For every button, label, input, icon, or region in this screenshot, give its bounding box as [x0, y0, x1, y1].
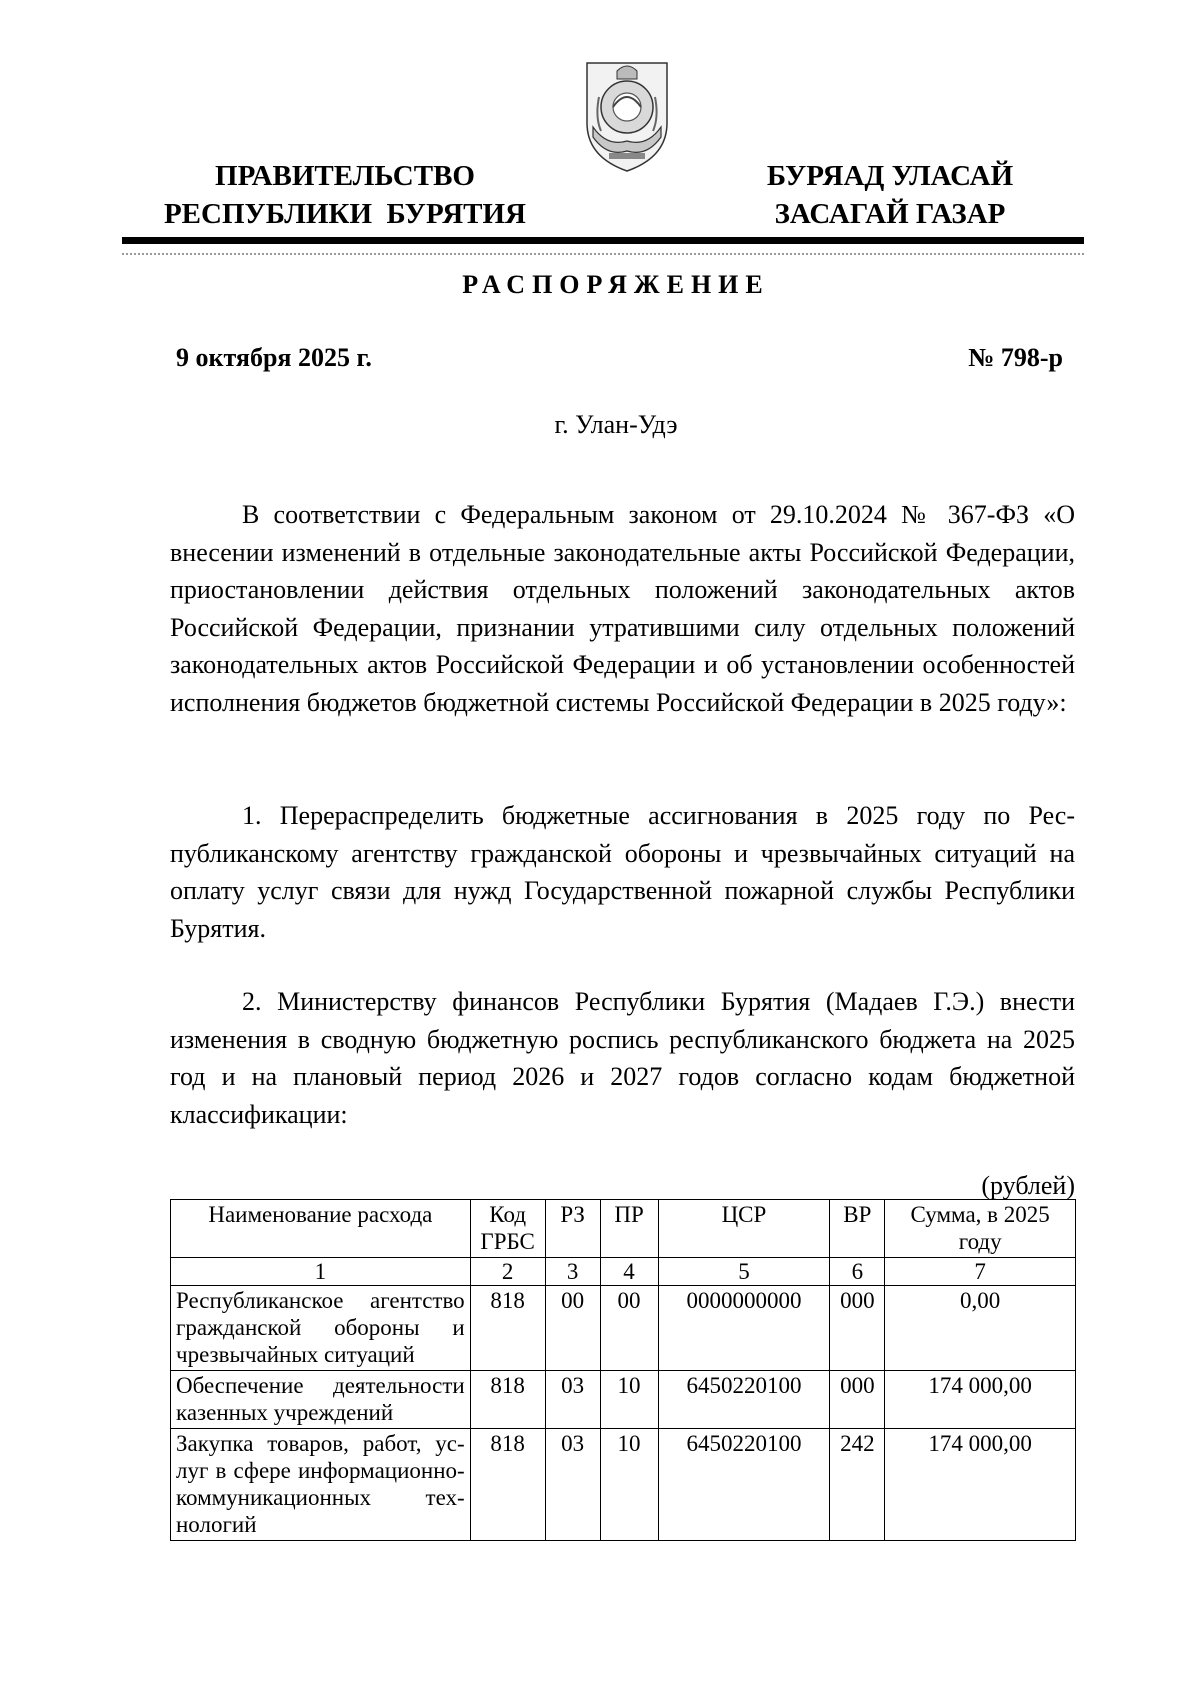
- index-cell: 2: [470, 1258, 545, 1286]
- index-cell: 7: [885, 1258, 1076, 1286]
- table-header-row: [171, 1200, 1076, 1258]
- table-index-row: [171, 1258, 1076, 1286]
- cell-pr: 00: [600, 1286, 658, 1371]
- index-cell: 5: [658, 1258, 830, 1286]
- header-cell-vr: ВР: [830, 1200, 885, 1258]
- org-name-line-1: ПРАВИТЕЛЬСТВО: [215, 160, 475, 192]
- index-cell: 1: [171, 1258, 471, 1286]
- document-date: 9 октября 2025 г.: [176, 343, 372, 372]
- header-cell-name: Наименование расхода: [171, 1200, 471, 1258]
- table-row: [171, 1371, 1076, 1429]
- cell-vr: 242: [830, 1429, 885, 1541]
- org-name-russian: [150, 157, 540, 233]
- header-cell-csr: ЦСР: [658, 1200, 830, 1258]
- cell-grbs: 818: [470, 1429, 545, 1541]
- coat-of-arms-icon: [583, 57, 671, 175]
- table-unit: (рублей): [981, 1171, 1075, 1200]
- cell-pr: 10: [600, 1429, 658, 1541]
- index-cell: 3: [545, 1258, 600, 1286]
- header-cell-sum: Сумма, в 2025 году: [885, 1200, 1076, 1258]
- header-cell-rz: РЗ: [545, 1200, 600, 1258]
- cell-sum: 0,00: [885, 1286, 1076, 1371]
- document-city: г. Улан-Удэ: [554, 410, 678, 439]
- table-row: [171, 1286, 1076, 1371]
- document-type: РАСПОРЯЖЕНИЕ: [462, 270, 770, 299]
- cell-sum: 174 000,00: [885, 1371, 1076, 1429]
- cell-rz: 03: [545, 1429, 600, 1541]
- header-cell-pr: ПР: [600, 1200, 658, 1258]
- header-divider-thin: [122, 253, 1084, 255]
- cell-rz: 00: [545, 1286, 600, 1371]
- header-cell-grbs: Код ГРБС: [470, 1200, 545, 1258]
- cell-grbs: 818: [470, 1286, 545, 1371]
- org-name-line-2: ЗАСАГАЙ ГАЗАР: [774, 198, 1006, 230]
- org-name-buryat: [730, 157, 1050, 233]
- cell-csr: 6450220100: [658, 1371, 830, 1429]
- cell-vr: 000: [830, 1286, 885, 1371]
- table-row: [171, 1429, 1076, 1541]
- cell-vr: 000: [830, 1371, 885, 1429]
- document-number: № 798-р: [968, 343, 1063, 372]
- cell-expense-name: Закупка товаров, работ, услуг в сфере информационно-коммуникационных технологий: [171, 1429, 471, 1541]
- cell-sum: 174 000,00: [885, 1429, 1076, 1541]
- item-2-paragraph: 2. Министерству финансов Республики Бурятия (Мадаев Г.Э.) внести изменения в сводную бюджетную роспись республиканского бюджета на 2025 год и на плановый период 2026 и 2027 годов согласно кодам бюджетной классификации:: [170, 987, 1075, 1129]
- cell-csr: 0000000000: [658, 1286, 830, 1371]
- org-name-line-1: БУРЯАД УЛАСАЙ: [766, 160, 1014, 192]
- cell-rz: 03: [545, 1371, 600, 1429]
- item-1-paragraph: 1. Перераспределить бюджетные ассигнования в 2025 году по Республиканскому агентству гражданской обороны и чрезвычайных ситуаций на оплату услуг связи для нужд Государственной пожарной службы Республики Бурятия.: [170, 801, 1075, 943]
- index-cell: 6: [830, 1258, 885, 1286]
- budget-table: [170, 1199, 1076, 1541]
- cell-grbs: 818: [470, 1371, 545, 1429]
- org-name-line-2: РЕСПУБЛИКИ БУРЯТИЯ: [163, 198, 527, 230]
- preamble-paragraph: В соответствии с Федеральным законом от 29.10.2024 № 367-ФЗ «О внесении изменений в отдельные законодательные акты Российской Федерации, приостановлении действия отдельных положений законодательных актов Российской Федерации, признании утратившими силу отдельных положений законодательных актов Российской Федерации и об установлении особенностей исполнения бюджетов бюджетной системы Российской Федерации в 2025 году»:: [170, 500, 1075, 717]
- cell-expense-name: Республиканское агентство гражданской обороны и чрезвычайных ситуаций: [171, 1286, 471, 1371]
- cell-expense-name: Обеспечение деятельности казенных учреждений: [171, 1371, 471, 1429]
- cell-pr: 10: [600, 1371, 658, 1429]
- header-divider-thick: [122, 237, 1084, 244]
- index-cell: 4: [600, 1258, 658, 1286]
- cell-csr: 6450220100: [658, 1429, 830, 1541]
